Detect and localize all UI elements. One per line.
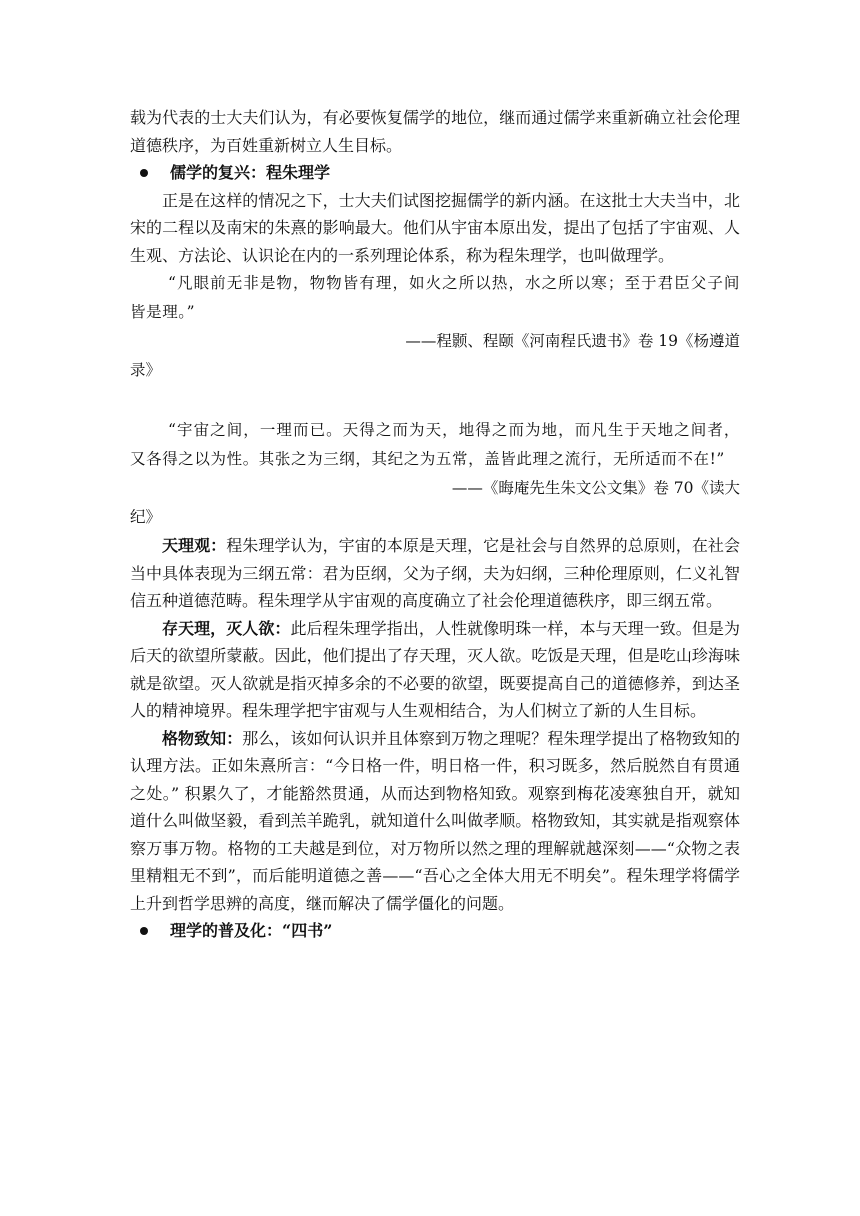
document-page: [130, 104, 740, 945]
term-label: 格物致知：: [162, 728, 243, 748]
source-line-continued: 录》: [130, 361, 162, 379]
term-body: 此后程朱理学指出，人性就像明珠一样，本与天理一致。但是为后天的欲望所蒙蔽。因此，他们提出了存天理，灭人欲。吃饭是天理，但是吃山珍海味就是欲望。灭人欲就是指灭掉多余的不必要的欲望，既要提高自己的道德修养，到达圣人的精神境界。程朱理学把宇宙观与人生观相结合，为人们树立了新的人生目标。: [130, 618, 740, 720]
body-paragraph-cuntianli: [130, 615, 740, 725]
section-heading-text: 儒学的复兴：程朱理学: [170, 163, 331, 182]
intro-paragraph: 载为代表的士大夫们认为，有必要恢复儒学的地位，继而通过儒学来重新确立社会伦理道德秩序，为百姓重新树立人生目标。: [130, 108, 740, 155]
section-heading-revival: [130, 159, 740, 187]
bullet-icon: [140, 927, 148, 935]
quotation: “宇宙之间，一理而已。天得之而为天，地得之而为地，而凡生于天地之间者，又各得之以为性。其张之为三纲，其纪之为五常，盖皆此理之流行，无所适而不在!”: [130, 421, 740, 468]
quotation-source: [130, 474, 740, 532]
term-body: 那么，该如何认识并且体察到万物之理呢？程朱理学提出了格物致知的认理方法。正如朱熹所言：“今日格一件，明日格一件，积习既多，然后脱然自有贯通之处。” 积累久了，才能豁然贯通，从而达到物格知致。观察到梅花凌寒独自开，就知道什么叫做坚毅，看到羔羊跪乳，就知道什么叫做孝顺。格物致知，其实就是指观察体察万事万物。格物的工夫越是到位，对万物所以然之理的理解就越深刻——“众物之表里精粗无不到”，而后能明道德之善——“吾心之全体大用无不明矣”。程朱理学将儒学上升到哲学思辨的高度，继而解决了儒学僵化的问题。: [130, 728, 740, 913]
bullet-icon: [140, 169, 148, 177]
body-paragraph-gewu: [130, 725, 740, 918]
term-body: 程朱理学认为，宇宙的本原是天理，它是社会与自然界的总原则，在社会当中具体表现为三纲五常：君为臣纲，父为子纲，夫为妇纲，三种伦理原则，仁义礼智信五种道德范畴。程朱理学从宇宙观的高度确立了社会伦理道德秩序，即三纲五常。: [130, 536, 740, 610]
term-label: 存天理，灭人欲：: [162, 618, 291, 638]
body-paragraph-tianli: [130, 532, 740, 615]
source-line: ——程颢、程颐《河南程氏遗书》卷 19《杨遵道: [405, 332, 740, 350]
term-label: 天理观：: [162, 536, 227, 555]
section-heading-text: 理学的普及化：“四书”: [170, 921, 333, 940]
source-line-continued: 纪》: [130, 508, 162, 526]
body-paragraph: 正是在这样的情况之下，士大夫们试图挖掘儒学的新内涵。在这批士大夫当中，北宋的二程以及南宋的朱熹的影响最大。他们从宇宙本原出发，提出了包括了宇宙观、人生观、方法论、认识论在内的一系列理论体系，称为程朱理学，也叫做理学。: [130, 190, 740, 265]
source-line: ——《晦庵先生朱文公文集》卷 70《读大: [451, 479, 740, 497]
quotation: “凡眼前无非是物，物物皆有理，如火之所以热，水之所以寒；至于君臣父子间皆是理。”: [130, 274, 740, 321]
spacer: [130, 385, 740, 416]
quotation-source: [130, 327, 740, 385]
section-heading-sishu: [130, 917, 740, 945]
